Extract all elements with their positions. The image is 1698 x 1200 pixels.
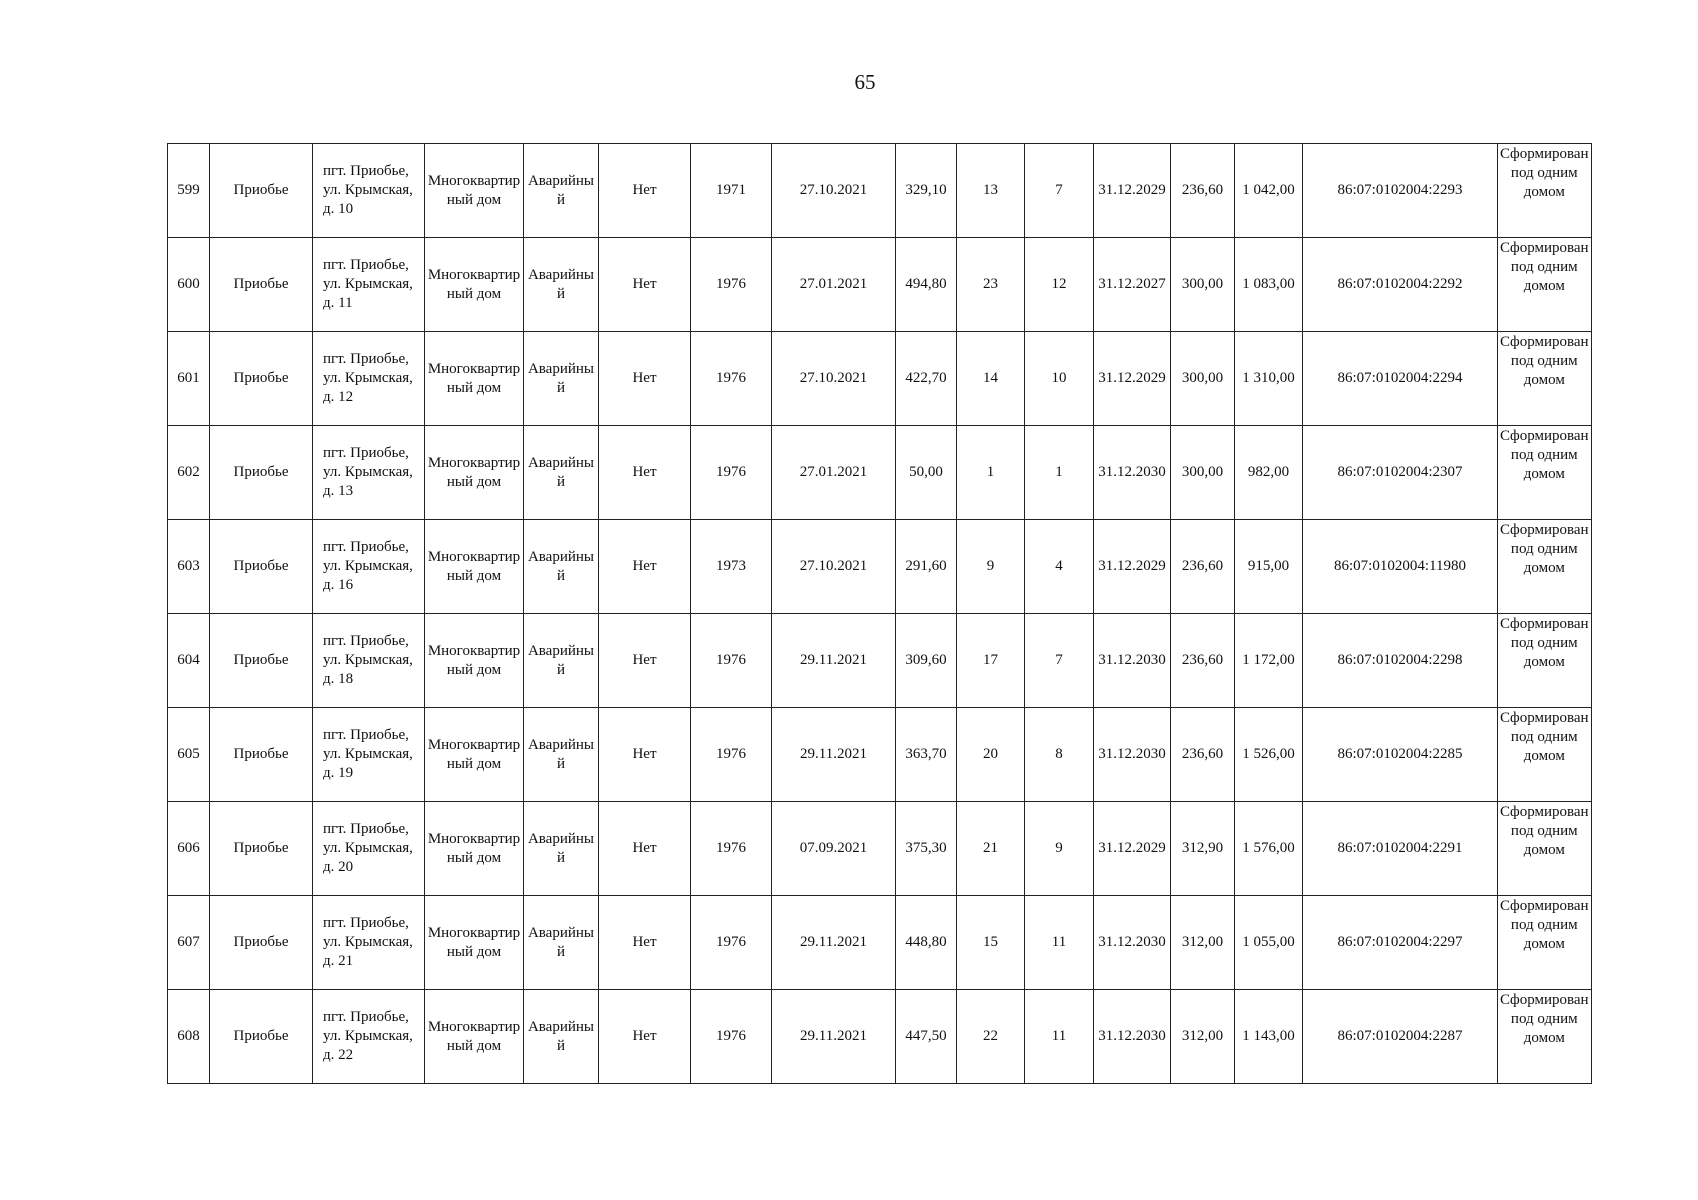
table-row	[168, 238, 1592, 332]
cell-area: 309,60	[896, 614, 957, 708]
cell-residents: 23	[957, 238, 1025, 332]
cell-year: 1976	[691, 896, 772, 990]
cell-rooms: 8	[1025, 708, 1094, 802]
cell-flag: Нет	[599, 896, 691, 990]
cell-year: 1976	[691, 238, 772, 332]
housing-registry-table	[167, 143, 1592, 1084]
cell-address: пгт. Приобье, ул. Крымская, д. 18	[313, 614, 425, 708]
table-row	[168, 332, 1592, 426]
table-row	[168, 896, 1592, 990]
cell-cadastral-number: 86:07:0102004:11980	[1303, 520, 1498, 614]
cell-note: Сформирован под одним домом	[1498, 614, 1592, 708]
cell-note: Сформирован под одним домом	[1498, 426, 1592, 520]
cell-date: 29.11.2021	[772, 896, 896, 990]
cell-deadline: 31.12.2029	[1094, 802, 1171, 896]
cell-settlement: Приобье	[210, 144, 313, 238]
cell-area: 422,70	[896, 332, 957, 426]
cell-land-area: 1 055,00	[1235, 896, 1303, 990]
cell-building-type: Многоквартирный дом	[425, 802, 524, 896]
cell-building-type: Многоквартирный дом	[425, 614, 524, 708]
cell-deadline: 31.12.2029	[1094, 332, 1171, 426]
cell-number: 603	[168, 520, 210, 614]
cell-residents: 22	[957, 990, 1025, 1084]
cell-year: 1976	[691, 426, 772, 520]
table-row	[168, 614, 1592, 708]
cell-year: 1976	[691, 614, 772, 708]
cell-cadastral-number: 86:07:0102004:2285	[1303, 708, 1498, 802]
cell-deadline: 31.12.2030	[1094, 426, 1171, 520]
cell-cadastral-number: 86:07:0102004:2294	[1303, 332, 1498, 426]
cell-land-area: 1 310,00	[1235, 332, 1303, 426]
cell-land-area: 1 526,00	[1235, 708, 1303, 802]
cell-number: 601	[168, 332, 210, 426]
cell-address: пгт. Приобье, ул. Крымская, д. 16	[313, 520, 425, 614]
cell-address: пгт. Приобье, ул. Крымская, д. 10	[313, 144, 425, 238]
cell-number: 604	[168, 614, 210, 708]
cell-settlement: Приобье	[210, 990, 313, 1084]
cell-status: Аварийный	[524, 332, 599, 426]
cell-number: 608	[168, 990, 210, 1084]
cell-address: пгт. Приобье, ул. Крымская, д. 22	[313, 990, 425, 1084]
cell-flag: Нет	[599, 802, 691, 896]
cell-date: 27.10.2021	[772, 520, 896, 614]
cell-land-area: 1 143,00	[1235, 990, 1303, 1084]
cell-address: пгт. Приобье, ул. Крымская, д. 20	[313, 802, 425, 896]
cell-flag: Нет	[599, 332, 691, 426]
cell-residents: 1	[957, 426, 1025, 520]
cell-rooms: 1	[1025, 426, 1094, 520]
cell-size: 300,00	[1171, 426, 1235, 520]
cell-rooms: 7	[1025, 614, 1094, 708]
cell-date: 29.11.2021	[772, 990, 896, 1084]
cell-year: 1976	[691, 990, 772, 1084]
cell-rooms: 7	[1025, 144, 1094, 238]
cell-status: Аварийный	[524, 614, 599, 708]
cell-building-type: Многоквартирный дом	[425, 144, 524, 238]
cell-deadline: 31.12.2030	[1094, 990, 1171, 1084]
registry-body	[168, 144, 1592, 1084]
cell-rooms: 11	[1025, 990, 1094, 1084]
cell-note: Сформирован под одним домом	[1498, 802, 1592, 896]
cell-size: 236,60	[1171, 614, 1235, 708]
cell-area: 447,50	[896, 990, 957, 1084]
cell-deadline: 31.12.2029	[1094, 144, 1171, 238]
cell-residents: 17	[957, 614, 1025, 708]
cell-settlement: Приобье	[210, 708, 313, 802]
cell-land-area: 1 576,00	[1235, 802, 1303, 896]
cell-date: 07.09.2021	[772, 802, 896, 896]
cell-deadline: 31.12.2030	[1094, 614, 1171, 708]
cell-settlement: Приобье	[210, 426, 313, 520]
cell-size: 312,00	[1171, 990, 1235, 1084]
cell-number: 605	[168, 708, 210, 802]
cell-note: Сформирован под одним домом	[1498, 520, 1592, 614]
cell-cadastral-number: 86:07:0102004:2297	[1303, 896, 1498, 990]
cell-deadline: 31.12.2030	[1094, 708, 1171, 802]
cell-status: Аварийный	[524, 238, 599, 332]
cell-land-area: 915,00	[1235, 520, 1303, 614]
cell-flag: Нет	[599, 426, 691, 520]
cell-note: Сформирован под одним домом	[1498, 708, 1592, 802]
table-row	[168, 520, 1592, 614]
cell-status: Аварийный	[524, 520, 599, 614]
cell-residents: 21	[957, 802, 1025, 896]
cell-land-area: 1 172,00	[1235, 614, 1303, 708]
cell-deadline: 31.12.2030	[1094, 896, 1171, 990]
cell-building-type: Многоквартирный дом	[425, 238, 524, 332]
cell-settlement: Приобье	[210, 520, 313, 614]
cell-residents: 20	[957, 708, 1025, 802]
cell-area: 494,80	[896, 238, 957, 332]
table-row	[168, 802, 1592, 896]
cell-residents: 14	[957, 332, 1025, 426]
cell-flag: Нет	[599, 614, 691, 708]
cell-note: Сформирован под одним домом	[1498, 332, 1592, 426]
cell-residents: 15	[957, 896, 1025, 990]
cell-number: 599	[168, 144, 210, 238]
table-row	[168, 990, 1592, 1084]
cell-number: 600	[168, 238, 210, 332]
cell-rooms: 12	[1025, 238, 1094, 332]
cell-cadastral-number: 86:07:0102004:2307	[1303, 426, 1498, 520]
cell-area: 291,60	[896, 520, 957, 614]
cell-area: 375,30	[896, 802, 957, 896]
cell-status: Аварийный	[524, 426, 599, 520]
cell-year: 1976	[691, 708, 772, 802]
cell-land-area: 1 042,00	[1235, 144, 1303, 238]
cell-deadline: 31.12.2029	[1094, 520, 1171, 614]
cell-residents: 13	[957, 144, 1025, 238]
cell-size: 312,00	[1171, 896, 1235, 990]
cell-status: Аварийный	[524, 144, 599, 238]
cell-settlement: Приобье	[210, 614, 313, 708]
cell-cadastral-number: 86:07:0102004:2293	[1303, 144, 1498, 238]
cell-number: 602	[168, 426, 210, 520]
cell-flag: Нет	[599, 708, 691, 802]
cell-cadastral-number: 86:07:0102004:2298	[1303, 614, 1498, 708]
cell-flag: Нет	[599, 144, 691, 238]
page-number: 65	[854, 70, 876, 94]
cell-rooms: 4	[1025, 520, 1094, 614]
cell-status: Аварийный	[524, 896, 599, 990]
cell-building-type: Многоквартирный дом	[425, 520, 524, 614]
cell-note: Сформирован под одним домом	[1498, 238, 1592, 332]
cell-number: 606	[168, 802, 210, 896]
cell-address: пгт. Приобье, ул. Крымская, д. 11	[313, 238, 425, 332]
cell-address: пгт. Приобье, ул. Крымская, д. 19	[313, 708, 425, 802]
cell-building-type: Многоквартирный дом	[425, 708, 524, 802]
cell-note: Сформирован под одним домом	[1498, 990, 1592, 1084]
table-row	[168, 144, 1592, 238]
cell-date: 27.01.2021	[772, 238, 896, 332]
cell-size: 236,60	[1171, 708, 1235, 802]
cell-flag: Нет	[599, 238, 691, 332]
cell-area: 448,80	[896, 896, 957, 990]
cell-size: 236,60	[1171, 144, 1235, 238]
cell-year: 1971	[691, 144, 772, 238]
cell-area: 329,10	[896, 144, 957, 238]
cell-number: 607	[168, 896, 210, 990]
cell-settlement: Приобье	[210, 896, 313, 990]
cell-size: 312,90	[1171, 802, 1235, 896]
cell-deadline: 31.12.2027	[1094, 238, 1171, 332]
cell-date: 27.01.2021	[772, 426, 896, 520]
cell-year: 1976	[691, 332, 772, 426]
cell-rooms: 11	[1025, 896, 1094, 990]
cell-area: 50,00	[896, 426, 957, 520]
cell-status: Аварийный	[524, 708, 599, 802]
cell-year: 1976	[691, 802, 772, 896]
cell-note: Сформирован под одним домом	[1498, 896, 1592, 990]
cell-building-type: Многоквартирный дом	[425, 426, 524, 520]
cell-address: пгт. Приобье, ул. Крымская, д. 21	[313, 896, 425, 990]
cell-settlement: Приобье	[210, 332, 313, 426]
cell-note: Сформирован под одним домом	[1498, 144, 1592, 238]
table-row	[168, 426, 1592, 520]
cell-settlement: Приобье	[210, 238, 313, 332]
cell-settlement: Приобье	[210, 802, 313, 896]
cell-address: пгт. Приобье, ул. Крымская, д. 12	[313, 332, 425, 426]
cell-building-type: Многоквартирный дом	[425, 332, 524, 426]
cell-status: Аварийный	[524, 802, 599, 896]
cell-area: 363,70	[896, 708, 957, 802]
cell-date: 27.10.2021	[772, 144, 896, 238]
cell-size: 300,00	[1171, 238, 1235, 332]
cell-building-type: Многоквартирный дом	[425, 990, 524, 1084]
cell-flag: Нет	[599, 990, 691, 1084]
cell-size: 300,00	[1171, 332, 1235, 426]
cell-flag: Нет	[599, 520, 691, 614]
cell-land-area: 982,00	[1235, 426, 1303, 520]
cell-address: пгт. Приобье, ул. Крымская, д. 13	[313, 426, 425, 520]
cell-building-type: Многоквартирный дом	[425, 896, 524, 990]
cell-rooms: 10	[1025, 332, 1094, 426]
cell-year: 1973	[691, 520, 772, 614]
cell-cadastral-number: 86:07:0102004:2292	[1303, 238, 1498, 332]
cell-residents: 9	[957, 520, 1025, 614]
cell-cadastral-number: 86:07:0102004:2291	[1303, 802, 1498, 896]
cell-land-area: 1 083,00	[1235, 238, 1303, 332]
cell-date: 29.11.2021	[772, 708, 896, 802]
cell-cadastral-number: 86:07:0102004:2287	[1303, 990, 1498, 1084]
cell-status: Аварийный	[524, 990, 599, 1084]
cell-size: 236,60	[1171, 520, 1235, 614]
table-row	[168, 708, 1592, 802]
cell-date: 27.10.2021	[772, 332, 896, 426]
cell-date: 29.11.2021	[772, 614, 896, 708]
cell-rooms: 9	[1025, 802, 1094, 896]
